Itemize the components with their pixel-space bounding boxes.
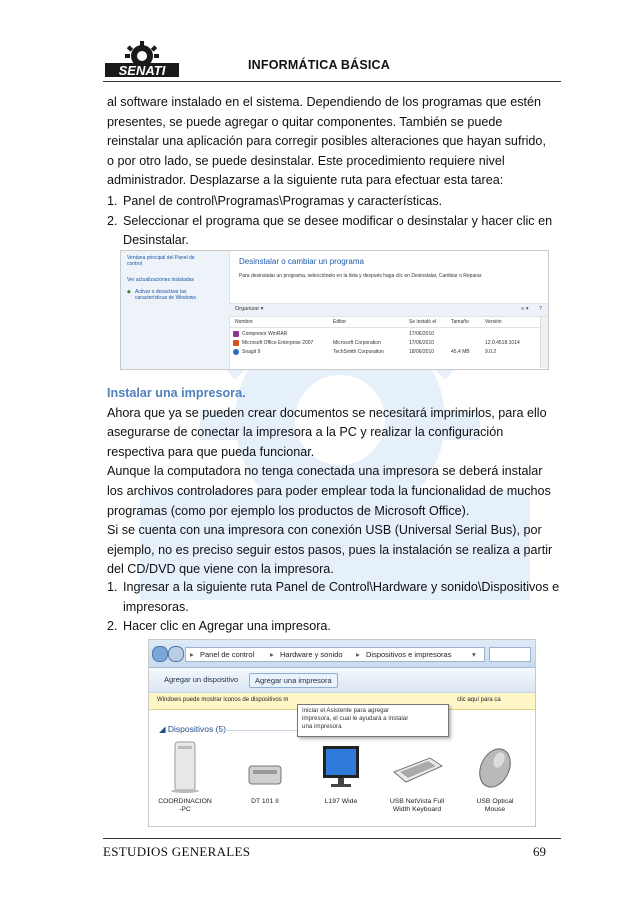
breadcrumb[interactable]: Panel de control	[200, 650, 255, 659]
sidebar-link[interactable]: características de Windows	[135, 295, 196, 301]
scrollbar[interactable]	[540, 317, 548, 368]
chevron-down-icon[interactable]: ▾	[472, 650, 476, 659]
device-keyboard[interactable]: USB NetVista Full Width Keyboard	[385, 740, 449, 814]
address-bar[interactable]	[185, 647, 485, 662]
breadcrumb[interactable]: Hardware y sonido	[280, 650, 343, 659]
chevron-down-icon: ◢	[159, 724, 168, 734]
devices-group-header[interactable]: ◢ Dispositivos (5)	[159, 724, 227, 734]
organize-button[interactable]: Organizar ▾	[235, 306, 264, 312]
keyboard-icon	[390, 740, 444, 794]
forward-icon[interactable]	[168, 646, 184, 662]
office-icon	[233, 340, 239, 346]
table-row[interactable]: Microsoft Office Enterprise 2007 Microsoft Corporation 17/06/2010 12.0.4518.1014	[229, 339, 548, 348]
device-usb-drive[interactable]: DT 101 II	[233, 740, 297, 806]
computer-tower-icon	[165, 740, 205, 794]
mouse-icon	[473, 740, 517, 794]
column-header[interactable]: Editor	[333, 319, 347, 325]
device-mouse[interactable]: USB Optical Mouse	[463, 740, 527, 814]
info-bar[interactable]: Windows puede mostrar iconos de dispositivos m clic aquí para ca	[149, 693, 535, 710]
list-item: 1. Ingresar a la siguiente ruta Panel de Control\Hardware y sonido\Dispositivos e impresoras.	[107, 580, 560, 614]
intro-paragraph: al software instalado en el sistema. Dependiendo de los programas que estén presentes, se puede agregar o quitar componentes. También se puede reinstalar una aplicación para corregir posibles alteraciones que hayan sufrido, o por otro lado, se puede desinstalar. Este procedimiento requiere nivel administrador. Desplazarse a la siguiente ruta para efectuar esta tarea:	[107, 95, 546, 188]
breadcrumb[interactable]: Dispositivos e impresoras	[366, 650, 452, 659]
list-item: 2. Hacer clic en Agregar una impresora.	[107, 619, 331, 634]
device-computer[interactable]: COORDINACION -PC	[153, 740, 217, 814]
winrar-icon	[233, 331, 239, 337]
svg-text:SENATI: SENATI	[118, 63, 166, 78]
divider	[219, 730, 299, 731]
header-title: INFORMÁTICA BÁSICA	[247, 58, 390, 72]
add-printer-button[interactable]: Agregar una impresora	[249, 673, 338, 688]
sidebar-link[interactable]: Activar o desactivar las	[135, 289, 187, 295]
header-rule	[103, 81, 561, 82]
table-header	[229, 317, 548, 328]
device-monitor[interactable]: L197 Wide	[309, 740, 373, 806]
address-bar-area	[149, 640, 535, 668]
command-bar	[149, 668, 535, 693]
steps-list-2	[107, 578, 563, 637]
folder-icon: ▸	[190, 650, 194, 659]
programs-features-screenshot	[120, 250, 549, 370]
devices-printers-screenshot	[148, 639, 536, 827]
footer-rule	[103, 838, 561, 839]
list-item: 2. Seleccionar el programa que se desee modificar o desinstalar y hacer clic en Desinstalar.	[107, 213, 553, 248]
section-heading: Instalar una impresora.	[107, 386, 246, 400]
page-number: 69	[533, 844, 546, 859]
snagit-icon	[233, 349, 239, 355]
page-title: Desinstalar o cambiar un programa	[239, 257, 364, 266]
column-header[interactable]: Versión	[485, 319, 502, 325]
view-icon[interactable]: ≡ ▾	[521, 306, 529, 312]
monitor-icon	[319, 740, 363, 794]
column-header[interactable]: Se instaló el	[409, 319, 437, 325]
shield-icon: ◆	[127, 289, 131, 295]
page-subtitle: Para desinstalar un programa, selecciónelo en la lista y después haga clic en Desinstalar, Cambiar o Reparar.	[239, 273, 483, 279]
toolbar	[229, 303, 548, 317]
column-header[interactable]: Tamaño	[451, 319, 469, 325]
tooltip: Iniciar el Asistente para agregar impresora, el cual le ayudará a instalar una impresora	[297, 704, 449, 737]
sidebar-link[interactable]: Ventana principal del Panel de	[127, 255, 195, 261]
search-input[interactable]	[489, 647, 531, 662]
table-row[interactable]: Snagit 9 TechSmith Corporation 18/06/2010 45,4 MB 9.0.2	[229, 348, 548, 357]
footer-title: ESTUDIOS GENERALES	[103, 844, 251, 859]
column-header[interactable]: Nombre	[235, 319, 253, 325]
back-icon[interactable]	[152, 646, 168, 662]
table-row[interactable]: Compresor WinRAR 17/06/2010	[229, 330, 548, 339]
printer-section: Instalar una impresora. Ahora que ya se pueden crear documentos se necesitará imprimirlos, para ello asegurarse de conectar la impresora a la PC y realizar la configuración respectiva para que pueda funcionar. Aunque la computadora no tenga conectada una impresora se deberá instalar los archivos controladores para poder emplear toda la funcionalidad de muchos programas (como por ejemplo los productos de Microsoft Office). Si se cuenta con una impresora con conexión USB (Universal Serial Bus), por ejemplo, no es preciso seguir estos pasos, pues la instalación se realiza a partir del CD/DVD que viene con la impresora.	[107, 384, 563, 580]
chevron-right-icon: ▸	[270, 650, 274, 659]
sidebar-link[interactable]: control	[127, 261, 143, 267]
chevron-right-icon: ▸	[356, 650, 360, 659]
add-device-button[interactable]: Agregar un dispositivo	[164, 675, 239, 684]
help-icon[interactable]: ?	[539, 306, 543, 312]
steps-list-1	[107, 192, 563, 251]
sidebar-link[interactable]: Ver actualizaciones instaladas	[127, 277, 194, 283]
list-item: 1. Panel de control\Programas\Programas y características.	[107, 194, 443, 208]
usb-drive-icon	[243, 740, 287, 794]
sidebar	[121, 251, 230, 369]
